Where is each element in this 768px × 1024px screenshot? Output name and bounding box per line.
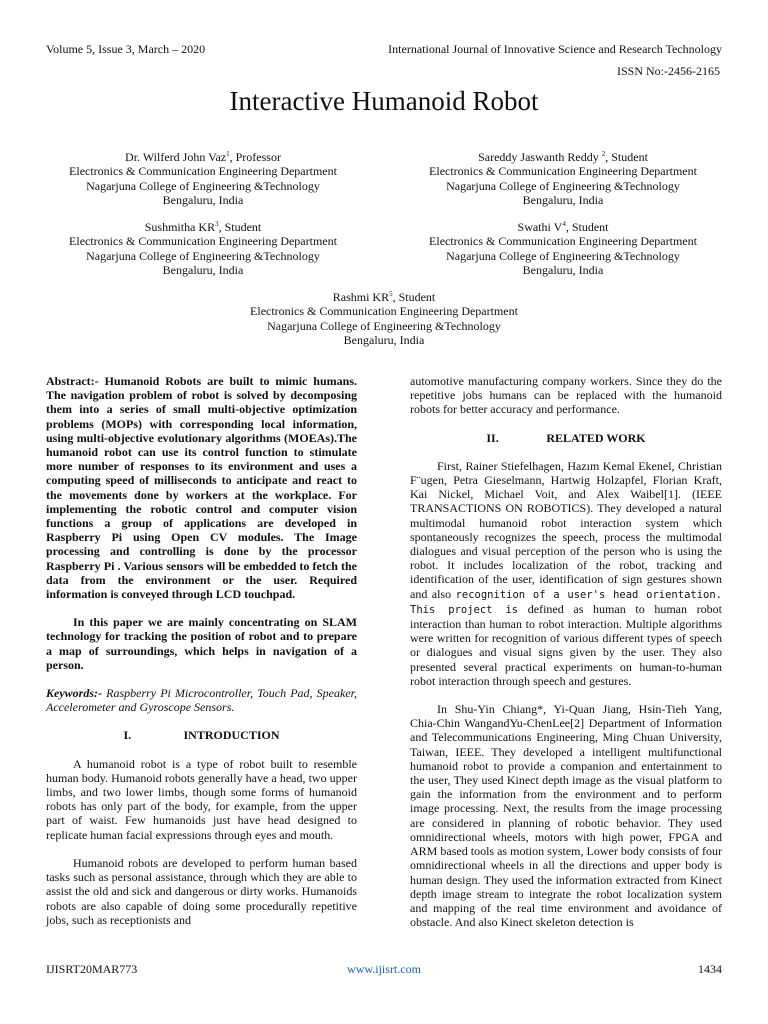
intro-paragraph-1: A humanoid robot is a type of robot built to resemble human body. Humanoid robots generally have a head, two upper limbs, and two lower limbs, though some forms of humanoid robots has only part of the body, for example, from the upper part of waist. Few humanoids just have head designed to replicate human facial expressions through eyes and mouth. [46,756,357,842]
author-dept: Electronics & Communication Engineering Department [429,164,697,179]
author-1 [50,147,356,207]
right-column [410,374,722,929]
author-role: , Student [392,290,436,304]
author-college: Nagarjuna College of Engineering &Technology [446,178,680,193]
related-work-paragraph-2: In Shu-Yin Chiang*, Yi-Quan Jiang, Hsin-Tieh Yang, Chia-Chin WangandYu-ChenLee[2] Department of Information and Telecommunications Engineering, Ming Chuan University, Taiwan, IEEE. They developed a intelligent multifunctional humanoid robot to provide a companion and entertainment to the user, They used Kinect depth image as the visual platform to gain the information from the environment and to perform image processing. Next, the results from the image processing are considered in planning of robotic behavior. They used omnidirectional wheels, motors with high power, FPGA and ARM based tools as motion system, Lower body consists of four omnidirectional wheels in all the directions and upper body is human design. They used the information extracted from Kinect depth image stream to integrate the robot localization system and mapping of the real time environment and avoidance of obstacle. And also Kinect skeleton detection is [410,702,722,930]
author-sup: 4 [562,220,566,228]
author-city: Bengaluru, India [343,332,425,347]
left-column [46,374,357,927]
author-2-name-line [410,147,716,164]
related-work-paragraph-1 [410,459,722,688]
author-dept: Electronics & Communication Engineering Department [69,164,337,179]
author-5-name-line [200,287,568,304]
author-2 [410,147,716,207]
keywords-text: Raspberry Pi Microcontroller, Touch Pad, Speaker, Accelerometer and Gyroscope Sensors. [46,686,357,715]
keywords [46,686,357,714]
related-text: defined as human to human robot interaction than human to robot interaction. Multiple algorithms were written for recognition of various different types of speech or dialogues and visual signs given by the user. They also presented several practical experiments on human-to-human robot interaction through speech and gestures. [410,601,722,688]
related-text: First, Rainer Stiefelhagen, Hazım Kemal Ekenel, Christian F¨ugen, Petra Gieselmann, Hartwig Holzapfel, Florian Kraft, Kai Nickel, Michael Voit, and Alex Waibel[1]. (IEEE TRANSACTIONS ON ROBOTICS). They developed a natural multimodal humanoid robot interaction system which spontaneously recognizes the speech, process the multimodal dialogues and visual perception of the person who is using the robot. It includes localization of the robot, tracking and identification of the user, identification of sign gestures shown and also [410,458,722,601]
author-dept: Electronics & Communication Engineering Department [429,234,697,249]
issn: ISSN No:-2456-2165 [616,64,720,78]
section-number: II. [486,430,499,445]
author-dept: Electronics & Communication Engineering Department [69,234,337,249]
author-city: Bengaluru, India [522,192,604,207]
author-sup: 2 [601,150,606,158]
abstract-paragraph: Abstract:- Humanoid Robots are built to mimic humans. The navigation problem of robot is solved by decomposing them into a series of small multi-objective optimization problems (MOPs) with corresponding local information, using multi-objective evolutionary algorithms (MOEAs).The humanoid robot can use its control function to stimulate more number of responses to its environment and uses a computing speed of milliseconds to anticipate and react to the movements done by workers at the workplace. For implementing the robotic control and computer vision functions a group of applications are developed in Raspberry Pi using Open CV modules. The Image processing and controlling is done by the processor Raspberry Pi . Various sensors will be embedded to fetch the data from the environment or the user. Required information is conveyed through LCD touchpad. [46,374,357,602]
paper-id: IJISRT20MAR773 [46,962,138,976]
section-title: RELATED WORK [546,430,646,445]
author-city: Bengaluru, India [162,192,244,207]
keywords-label: Keywords:- [46,686,102,701]
paper-title: Interactive Humanoid Robot [229,86,539,116]
author-name: Sushmitha KR [144,220,216,234]
author-sup: 3 [215,220,219,228]
author-3 [50,217,356,277]
author-sup: 1 [226,150,230,158]
page-number: 1434 [698,962,722,976]
author-4-name-line [410,217,716,234]
section-heading-introduction [46,728,357,742]
author-name: Sareddy Jaswanth Reddy [478,150,602,164]
author-college: Nagarjuna College of Engineering &Technology [267,318,501,333]
author-role: , Student [218,220,262,234]
journal-name: International Journal of Innovative Science and Research Technology [388,42,722,56]
intro-paragraph-2: Humanoid robots are developed to perform human based tasks such as personal assistance, through which they are able to assist the old and sick and dangerous or dirty works. Humanoids robots are also capable of doing some procedurally repetitive jobs, such as receptionists and [46,855,357,927]
abstract-paragraph-2: In this paper we are mainly concentrating on SLAM technology for tracking the position of robot and to prepare a map of surroundings, which helps in navigation of a person. [46,615,357,672]
author-role: , Student [605,150,648,164]
author-name: Swathi V [517,220,563,234]
journal-website-link[interactable]: www.ijisrt.com [347,962,421,976]
author-1-name-line [50,147,356,164]
section-number: I. [123,728,132,743]
author-role: , Student [565,220,609,234]
volume-issue: Volume 5, Issue 3, March – 2020 [46,42,206,56]
section-heading-related-work [410,431,722,445]
author-role: , Professor [229,150,281,164]
author-4 [410,217,716,277]
author-name: Rashmi KR [332,290,390,304]
intro-continuation: automotive manufacturing company workers. Since they do the repetitive jobs humans can be replaced with the humanoid robots for better accuracy and performance. [410,374,722,417]
section-title: INTRODUCTION [183,728,280,743]
author-3-name-line [50,217,356,234]
author-dept: Electronics & Communication Engineering Department [250,304,518,319]
author-college: Nagarjuna College of Engineering &Technology [86,248,320,263]
author-sup: 5 [389,290,393,298]
author-college: Nagarjuna College of Engineering &Technology [86,178,320,193]
author-city: Bengaluru, India [522,262,604,277]
author-name: Dr. Wilferd John Vaz [125,150,227,164]
author-5 [200,287,568,347]
author-city: Bengaluru, India [162,262,244,277]
related-text-mono: recognition of a user's head orientation. This project is [410,588,722,616]
author-college: Nagarjuna College of Engineering &Technology [446,248,680,263]
